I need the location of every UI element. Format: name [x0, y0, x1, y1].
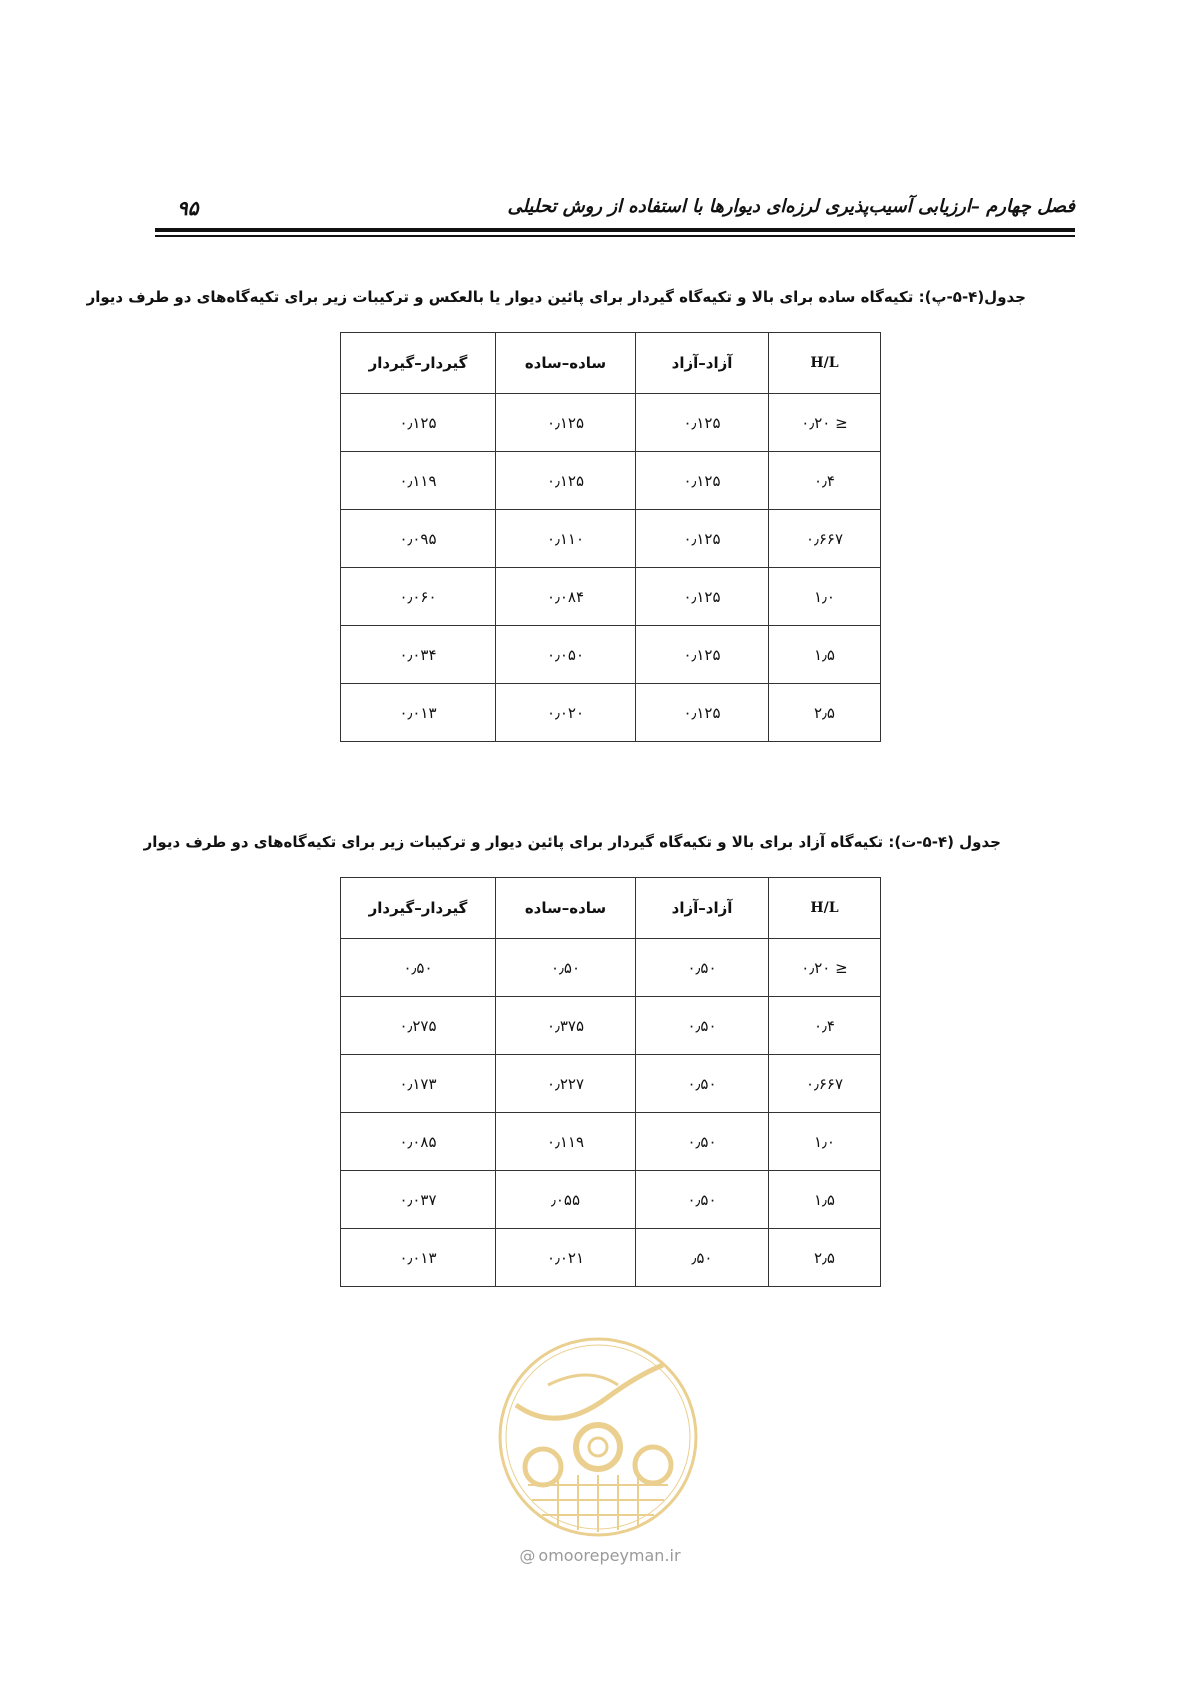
- table-row: [341, 684, 881, 742]
- table-cell: ۰٫۰۶۰: [341, 568, 496, 626]
- table-cell: ۰٫۰۱۳: [341, 684, 496, 742]
- table-cell: ۰٫۵۰: [496, 939, 636, 997]
- table-cell: ۰٫۳۷۵: [496, 997, 636, 1055]
- table-cell: ۰٫۵۰: [636, 1171, 769, 1229]
- table2: [340, 877, 881, 1287]
- column-header: آزاد–آزاد: [636, 333, 769, 394]
- table1-caption: جدول(۴-۵-پ): تکیه‌گاه ساده برای بالا و تکیه‌گاه گیردار برای پائین دیوار یا بالعکس و ترکیبات زیر برای تکیه‌گاه‌های دو طرف دیوار: [86, 288, 1026, 306]
- column-header: گیردار–گیردار: [341, 333, 496, 394]
- table-cell: ≤ ۰٫۲۰: [769, 939, 881, 997]
- table-cell: ۱٫۰: [769, 1113, 881, 1171]
- column-header: ساده–ساده: [496, 878, 636, 939]
- table-cell: ۰٫۱۱۹: [341, 452, 496, 510]
- table-header-row: [341, 333, 881, 394]
- table-cell: ۰٫۴: [769, 997, 881, 1055]
- table-cell: ۰٫۱۲۵: [341, 394, 496, 452]
- table2-caption: جدول (۴-۵-ت): تکیه‌گاه آزاد برای بالا و تکیه‌گاه گیردار برای پائین دیوار و ترکیبات زیر برای تکیه‌گاه‌های دو طرف دیوار: [143, 833, 1001, 851]
- column-header: ساده–ساده: [496, 333, 636, 394]
- table-row: [341, 452, 881, 510]
- table-row: [341, 394, 881, 452]
- table-cell: ۰٫۰۸۵: [341, 1113, 496, 1171]
- table-cell: ۰٫۴: [769, 452, 881, 510]
- table-cell: ۲٫۵: [769, 684, 881, 742]
- table-cell: ٫۵۰: [636, 1229, 769, 1287]
- table-cell: ۰٫۵۰: [636, 1113, 769, 1171]
- table-cell: ۲٫۵: [769, 1229, 881, 1287]
- table-cell: ۰٫۲۲۷: [496, 1055, 636, 1113]
- table-cell: ۰٫۱۲۵: [636, 684, 769, 742]
- table-cell: ۰٫۰۸۴: [496, 568, 636, 626]
- table-cell: ٫۰۵۵: [496, 1171, 636, 1229]
- table-cell: ≤ ۰٫۲۰: [769, 394, 881, 452]
- at-icon: @: [519, 1546, 536, 1565]
- table-cell: ۰٫۱۲۵: [496, 394, 636, 452]
- table-cell: ۰٫۰۱۳: [341, 1229, 496, 1287]
- table-row: [341, 1055, 881, 1113]
- table-row: [341, 939, 881, 997]
- table-cell: ۰٫۶۶۷: [769, 1055, 881, 1113]
- table-cell: ۰٫۱۲۵: [636, 394, 769, 452]
- table-row: [341, 510, 881, 568]
- table-cell: ۰٫۶۶۷: [769, 510, 881, 568]
- table-row: [341, 626, 881, 684]
- table-cell: ۰٫۰۹۵: [341, 510, 496, 568]
- table-row: [341, 1113, 881, 1171]
- header-rule-thick: [155, 228, 1075, 232]
- table-cell: ۰٫۲۷۵: [341, 997, 496, 1055]
- table-cell: ۰٫۵۰: [341, 939, 496, 997]
- header-title: فصل چهارم –ارزیابی آسیب‌پذیری لرزه‌ای دیوارها با استفاده از روش تحلیلی: [507, 196, 1075, 217]
- table-row: [341, 997, 881, 1055]
- table-cell: ۰٫۰۵۰: [496, 626, 636, 684]
- table-cell: ۰٫۵۰: [636, 1055, 769, 1113]
- column-header: H/L: [769, 333, 881, 394]
- table-cell: ۰٫۰۳۷: [341, 1171, 496, 1229]
- table-cell: ۰٫۰۲۰: [496, 684, 636, 742]
- header-rule-thin: [155, 235, 1075, 237]
- table-cell: ۰٫۱۱۰: [496, 510, 636, 568]
- table1: [340, 332, 881, 742]
- table-row: [341, 1171, 881, 1229]
- seal-logo-icon: [488, 1325, 708, 1545]
- table-cell: ۰٫۵۰: [636, 939, 769, 997]
- table-cell: ۰٫۱۷۳: [341, 1055, 496, 1113]
- table-cell: ۰٫۱۲۵: [636, 510, 769, 568]
- column-header: آزاد–آزاد: [636, 878, 769, 939]
- table-cell: ۰٫۱۲۵: [636, 626, 769, 684]
- table-cell: ۰٫۰۲۱: [496, 1229, 636, 1287]
- table-cell: ۱٫۵: [769, 626, 881, 684]
- table-cell: ۰٫۰۳۴: [341, 626, 496, 684]
- column-header: گیردار–گیردار: [341, 878, 496, 939]
- column-header: H/L: [769, 878, 881, 939]
- table-cell: ۰٫۵۰: [636, 997, 769, 1055]
- watermark-url: @ omoorepeyman.ir: [519, 1546, 681, 1565]
- table-cell: ۰٫۱۲۵: [636, 452, 769, 510]
- table-cell: ۱٫۵: [769, 1171, 881, 1229]
- table-cell: ۰٫۱۲۵: [496, 452, 636, 510]
- table-cell: ۰٫۱۱۹: [496, 1113, 636, 1171]
- table-row: [341, 568, 881, 626]
- table-row: [341, 1229, 881, 1287]
- table-header-row: [341, 878, 881, 939]
- table-cell: ۰٫۱۲۵: [636, 568, 769, 626]
- table-cell: ۱٫۰: [769, 568, 881, 626]
- page-number: ۹۵: [177, 196, 199, 220]
